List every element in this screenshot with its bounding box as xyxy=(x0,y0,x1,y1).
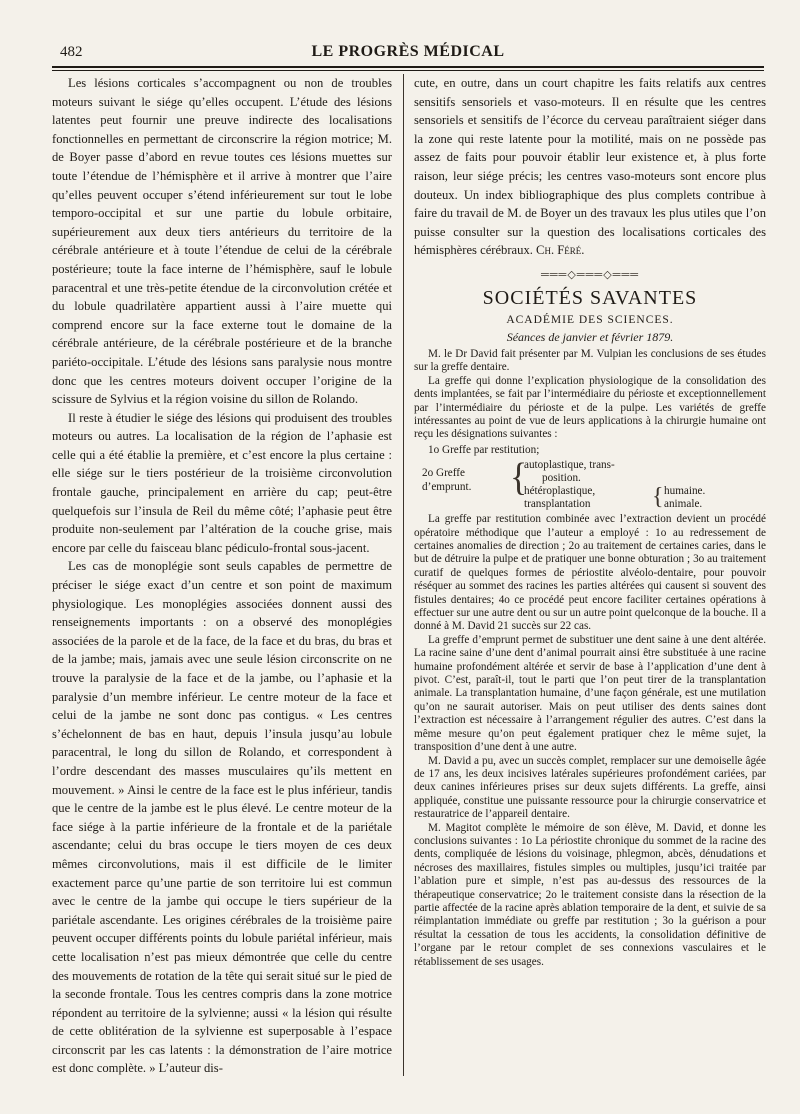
academy-title: ACADÉMIE DES SCIENCES. xyxy=(506,313,674,326)
right-column xyxy=(414,74,766,1084)
graft-variant: position. xyxy=(542,472,581,485)
graft-subvariant: humaine. xyxy=(664,485,706,498)
column-divider xyxy=(403,74,404,1076)
paragraph: M. le Dr David fait présenter par M. Vulpian les conclusions de ses études sur la greffe dentaire. xyxy=(414,347,766,374)
left-column xyxy=(52,74,392,1084)
graft-subvariant: animale. xyxy=(664,498,703,511)
continuation-text: cute, en outre, dans un court chapitre les faits relatifs aux centres sensitifs sensoriels et vaso-moteurs. Il en résulte que les centres sensoriels et sensitifs de l’écorce du cerveau paraîtraient siéger dans la zone qui reste latente pour la motilité, mais on ne possède pas assez de faits pour pouvoir établir leur existence et, à plus forte raison, leur siége précis; les centres vaso-moteurs sont encore plus douteux. Un index bibliographique des plus complets contribue à faire du travail de M. de Boyer un des travaux les plus utiles que l’on puisse consulter sur la question des localisations corticales des hémisphères cérébraux. xyxy=(414,76,766,258)
brace: { xyxy=(510,455,528,500)
review-continuation xyxy=(414,74,766,260)
brace: { xyxy=(652,484,664,511)
paragraph: La greffe qui donne l’explication physiologique de la consolidation des dents implantées, se fait par l’intermédiaire du périoste et exceptionnellement par l’intermédiaire du périoste et de la pulpe. Les variétés de greffe intéressantes au point de vue de leurs applications à la chirurgie humaine ont reçu les désignations suivantes : xyxy=(414,374,766,441)
section-title: SOCIÉTÉS SAVANTES xyxy=(482,286,698,309)
author-signature: Ch. Féré. xyxy=(536,243,585,258)
paragraph: M. Magitot complète le mémoire de son élève, M. David, et donne les conclusions suivantes : 1o La périostite chronique du sommet de la racine des dents, compliquée de lésions du voisinage, phlegmon, abcès, dénudations et nécroses des maxillaires, fistules simples ou multiples, jusqu’ici traitée par l’ablation pure et simple, n’est pas au-dessus des ressources de la thérapeutique conservatrice; 2o le traitement consiste dans la résection de la partie affectée de la racine après ablation temporaire de la dent, et suivie de sa réimplantation immédiate ou greffe par restitution ; 3o la guérison a pour résultat la cessation de tous les accidents, la consolidation définitive de l’organe par le retour complet de ses connexions vasculaires et le rétablissement de ses usages. xyxy=(414,821,766,968)
section-ornament: ═══◇═══◇═══ xyxy=(540,268,640,281)
paragraph: Les lésions corticales s’accompagnent ou non de troubles moteurs suivant le siége qu’elles occupent. L’étude des lésions latentes peut fournir une preuve indirecte des localisations fonctionnelles en permettant de circonscrire la région motrice; M. de Boyer passe d’abord en revue toutes ces lésions muettes sur toute l’étendue de l’hémisphère et il arrive à montrer que l’aire qu’elles peuvent occuper s’étend inférieurement sur tout le lobe temporo-occipital et sur une partie du lobule orbitaire, supérieurement aux deux tiers antérieurs du territoire de la cérébrale antérieure et à toute l’étendue de celui de la cérébrale postérieure; toute la face interne de l’hémisphère, sauf le lobule paracentral et une très-petite étendue de la circonvolution crétée et du lobule quadrilatère appartient aussi à l’aire muette qui comprend encore sur la face externe tout le domaine de la cérébrale antérieure, de la cérébrale postérieure et de la branche pariéto-occipitale. L’étude des lésions sans paralysie nous montre donc que les centres moteurs doivent occuper l’origine de la scissure de Sylvius et la région voisine du sillon de Rolando. xyxy=(52,76,392,407)
paragraph: Il reste à étudier le siége des lésions qui produisent des troubles moteurs ou autres. La localisation de la région de l’aphasie est celle qui a été établie la première, et c’est encore la plus certaine : elle siége sur le tiers postérieur de la troisième circonvolution frontale gauche, principalement en arrière du cap; peut-être quelquefois sur l’insula de Reil du même côté; l’aphasie peut être produite non-seulement par l’altération de la couche grise, mais encore par celle du faisceau blanc pédiculo-frontal sous-jacent. xyxy=(52,410,392,555)
page-number: 482 xyxy=(60,44,83,60)
paragraph: Les cas de monoplégie sont seuls capables de permettre de préciser le siége exact d’un centre et son point de maximum physiologique. Les monoplégies associées donnent aussi des renseignements importants : on a observé des monoplégies associées de la parole et de la face, de la face et du bras, du bras et de la jambe; mais, jamais avec une seule lésion circonscrite on ne trouve la paralysie de la face et de la jambe, ou l’aphasie et la paralysie d’un membre inférieur. Le centre moteur de la face et celui de la jambe ne sont donc pas contigus. « Les centres s’échelonnent de bas en haut, depuis l’insula jusqu’au lobule paracentral, le long du sillon de Rolando, et correspondent à l’ordre descendant des masses musculaires qu’ils mettent en mouvement. » Ainsi le centre de la face est le plus inférieur, tandis que le centre de la jambe est le plus élevé. Le centre moteur de la face siége à la partie inférieure de la frontale et de la pariétale ascendante; celui du bras occupe le tiers moyen de ces deux mêmes circonvolutions, mais il est difficile de le limiter exactement parce qu’une partie de son territoire lui est commun avec le centre de la jambe qui occupe le tiers supérieur de la pariétale ascendante. Les origines cérébrales de la troisième paire peuvent occuper différents points du lobule pariétal inférieur, mais cette localisation n’est pas mieux démontrée que celle du centre des mouvements de rotation de la tête qui serait situé sur le pied de la seconde frontale. Tous les centres compris dans la zone motrice répondent au territoire de la sylvienne; aussi « la lésion qui résulte de cette oblitération de la sylvienne est superposable à l’espace circonscrit par les cas latents : la démonstration de l’aire motrice est donc complète. » L’auteur dis- xyxy=(52,559,392,1076)
paragraph: M. David a pu, avec un succès complet, remplacer sur une demoiselle âgée de 17 ans, les deux incisives latérales supérieures profondément cariées, par deux canines inférieures prises sur deux sujets différents. La greffe, ainsi appliquée, constitue une puissante ressource pour la chirurgie conservatrice et restauratrice de l’appareil dentaire. xyxy=(414,754,766,821)
paragraph: La greffe d’emprunt permet de substituer une dent saine à une dent altérée. La racine saine d’une dent d’animal pourrait ainsi être substituée à une racine humaine profondément altérée et servir de base à l’application d’une dent à pivot. C’est, paraît-il, tout le parti que l’on peut tirer de la transplantation animale. La transplantation humaine, d’une façon générale, est une mutilation qu’on ne saurait autoriser. Mais on peut utiliser des dents saines dont l’extraction est nécessaire à l’arrangement régulier des autres. C’est dans la même mesure qu’on peut également pratiquer chez le même sujet, la transposition d’une dent à une autre. xyxy=(414,633,766,754)
graft-type-table xyxy=(414,455,766,511)
graft-variant: autoplastique, trans- xyxy=(524,459,615,472)
graft-type-2-label: 2o Greffe d’emprunt. xyxy=(422,467,472,493)
header-rule-thin xyxy=(52,70,764,71)
journal-title: LE PROGRÈS MÉDICAL xyxy=(311,43,505,60)
page-header xyxy=(52,42,764,64)
graft-type-1: 1o Greffe par restitution; xyxy=(428,443,540,456)
session-dates: Séances de janvier et février 1879. xyxy=(506,329,674,344)
header-rule xyxy=(52,66,764,68)
paragraph: La greffe par restitution combinée avec l’extraction devient un procédé opératoire méthodique que l’auteur a employé : 1o au redressement de certaines anomalies de direction ; 2o au traitement de certaines caries, dans le but de détruire la pulpe et de pratiquer une bonne obturation ; 3o au traitement curatif de quelques formes de périostite alvéolo-dentaire, pour pouvoir réséquer au sommet des racines les parties altérées qui causent si souvent des fistules dentaires; 4o ce procédé peut encore faciliter certaines opérations à effectuer sur une autre dent ou sur un autre point quelconque de la bouche. Il a donné à M. David 21 succès sur 22 cas. xyxy=(414,513,766,633)
graft-variant: hétéroplastique, xyxy=(524,485,596,498)
graft-variant: transplantation xyxy=(524,498,591,511)
